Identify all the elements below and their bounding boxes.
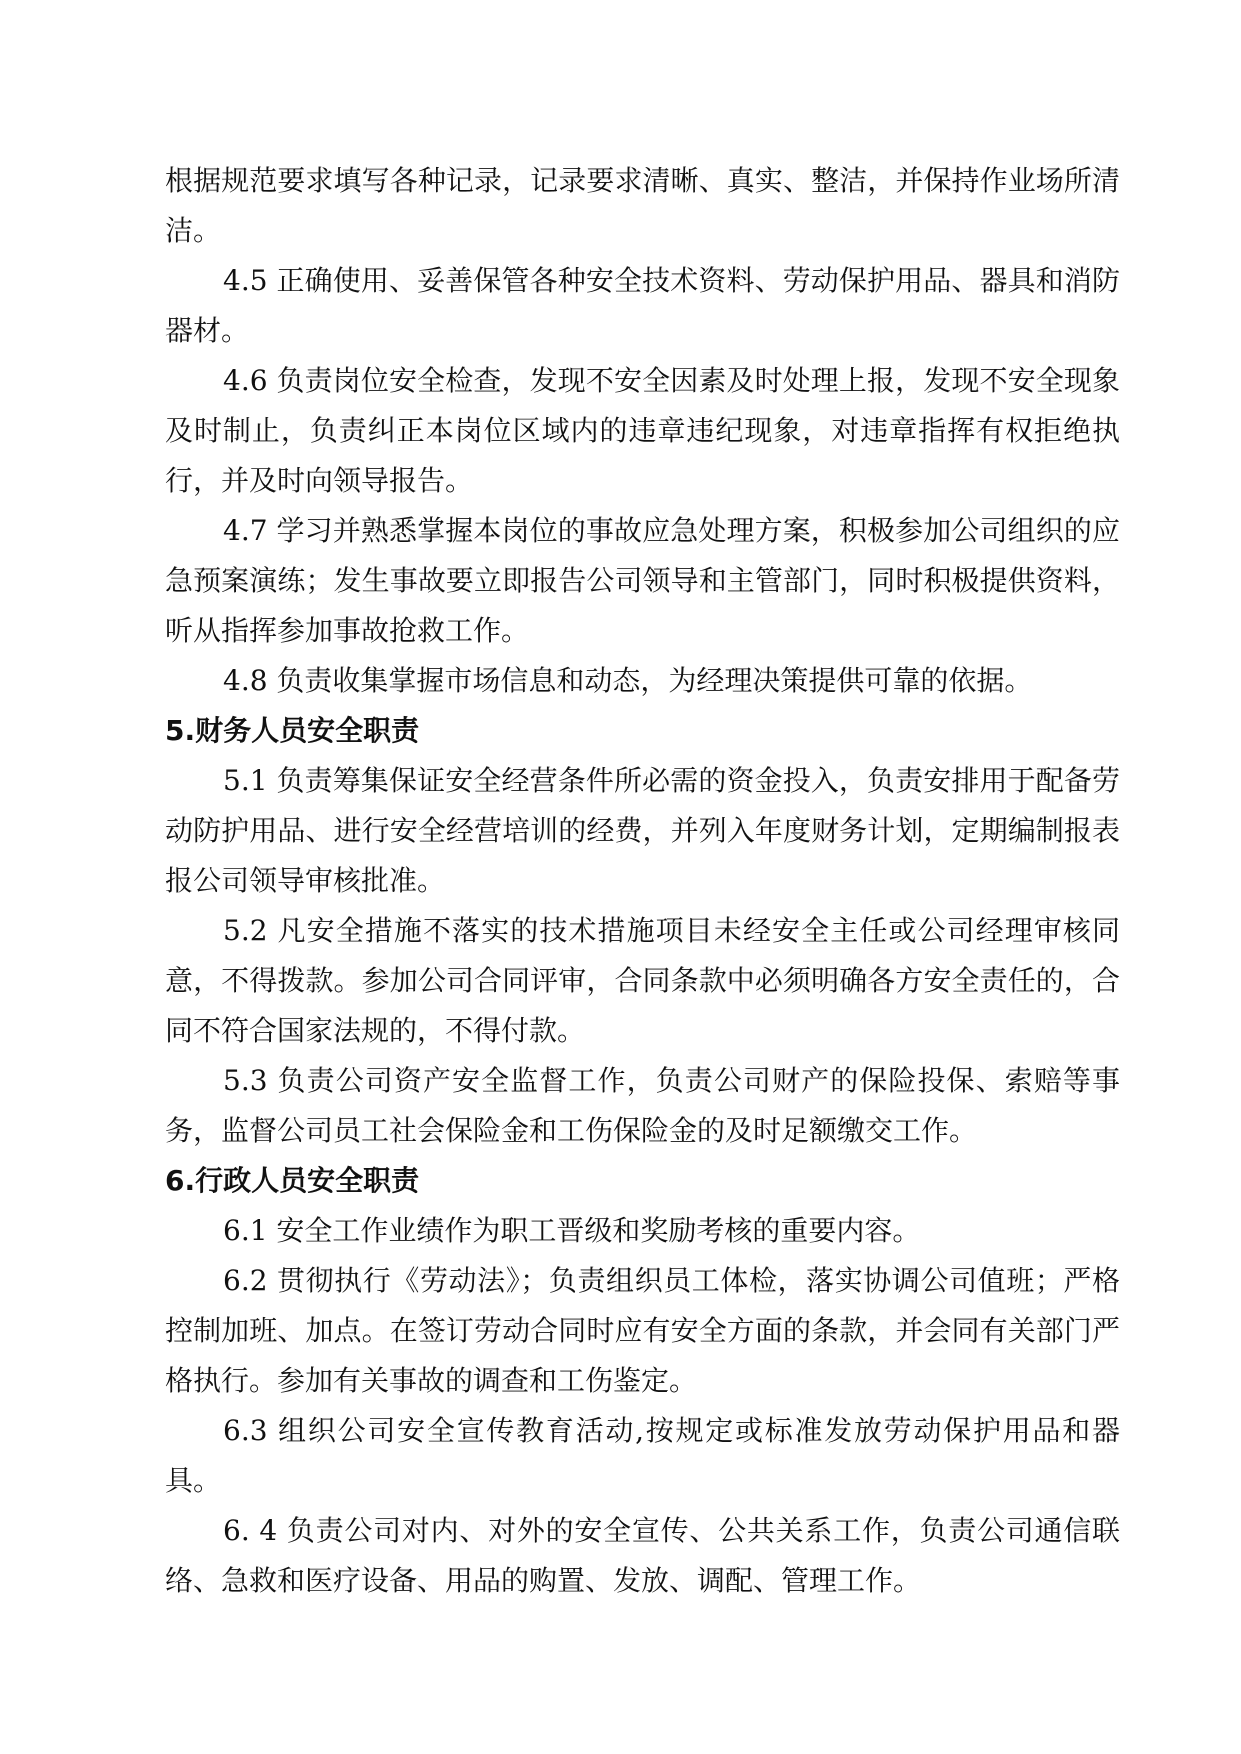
paragraph-4-6: 4.6 负责岗位安全检查，发现不安全因素及时处理上报，发现不安全现象及时制止，负责纠正本岗位区域内的违章违纪现象，对违章指挥有权拒绝执行，并及时向领导报告。 — [165, 364, 1120, 497]
paragraph-4-8: 4.8 负责收集掌握市场信息和动态，为经理决策提供可靠的依据。 — [223, 664, 1033, 697]
paragraph-5-1: 5.1 负责筹集保证安全经营条件所必需的资金投入，负责安排用于配备劳动防护用品、进行安全经营培训的经费，并列入年度财务计划，定期编制报表报公司领导审核批准。 — [165, 764, 1120, 897]
paragraph-6-2: 6.2 贯彻执行《劳动法》；负责组织员工体检，落实协调公司值班；严格控制加班、加点。在签订劳动合同时应有安全方面的条款，并会同有关部门严格执行。参加有关事故的调查和工伤鉴定。 — [165, 1264, 1120, 1397]
paragraph-4-7: 4.7 学习并熟悉掌握本岗位的事故应急处理方案，积极参加公司组织的应急预案演练；发生事故要立即报告公司领导和主管部门，同时积极提供资料，听从指挥参加事故抢救工作。 — [165, 514, 1120, 647]
section-heading-5: 5.财务人员安全职责 — [165, 714, 420, 747]
paragraph-5-2: 5.2 凡安全措施不落实的技术措施项目未经安全主任或公司经理审核同意，不得拨款。参加公司合同评审，合同条款中必须明确各方安全责任的，合同不符合国家法规的，不得付款。 — [165, 914, 1120, 1047]
paragraph-6-1: 6.1 安全工作业绩作为职工晋级和奖励考核的重要内容。 — [223, 1214, 921, 1247]
document-page — [165, 156, 1120, 1606]
paragraph-6-3: 6.3 组织公司安全宣传教育活动,按规定或标准发放劳动保护用品和器具。 — [165, 1414, 1120, 1497]
paragraph-6-4: 6. 4 负责公司对内、对外的安全宣传、公共关系工作，负责公司通信联络、急救和医疗设备、用品的购置、发放、调配、管理工作。 — [165, 1514, 1120, 1597]
paragraph-5-3: 5.3 负责公司资产安全监督工作，负责公司财产的保险投保、索赔等事务，监督公司员工社会保险金和工伤保险金的及时足额缴交工作。 — [165, 1064, 1120, 1147]
paragraph-4-5: 4.5 正确使用、妥善保管各种安全技术资料、劳动保护用品、器具和消防器材。 — [165, 264, 1120, 347]
section-heading-6: 6.行政人员安全职责 — [165, 1164, 420, 1197]
paragraph-4-4-continuation: 根据规范要求填写各种记录，记录要求清晰、真实、整洁，并保持作业场所清洁。 — [165, 164, 1120, 247]
